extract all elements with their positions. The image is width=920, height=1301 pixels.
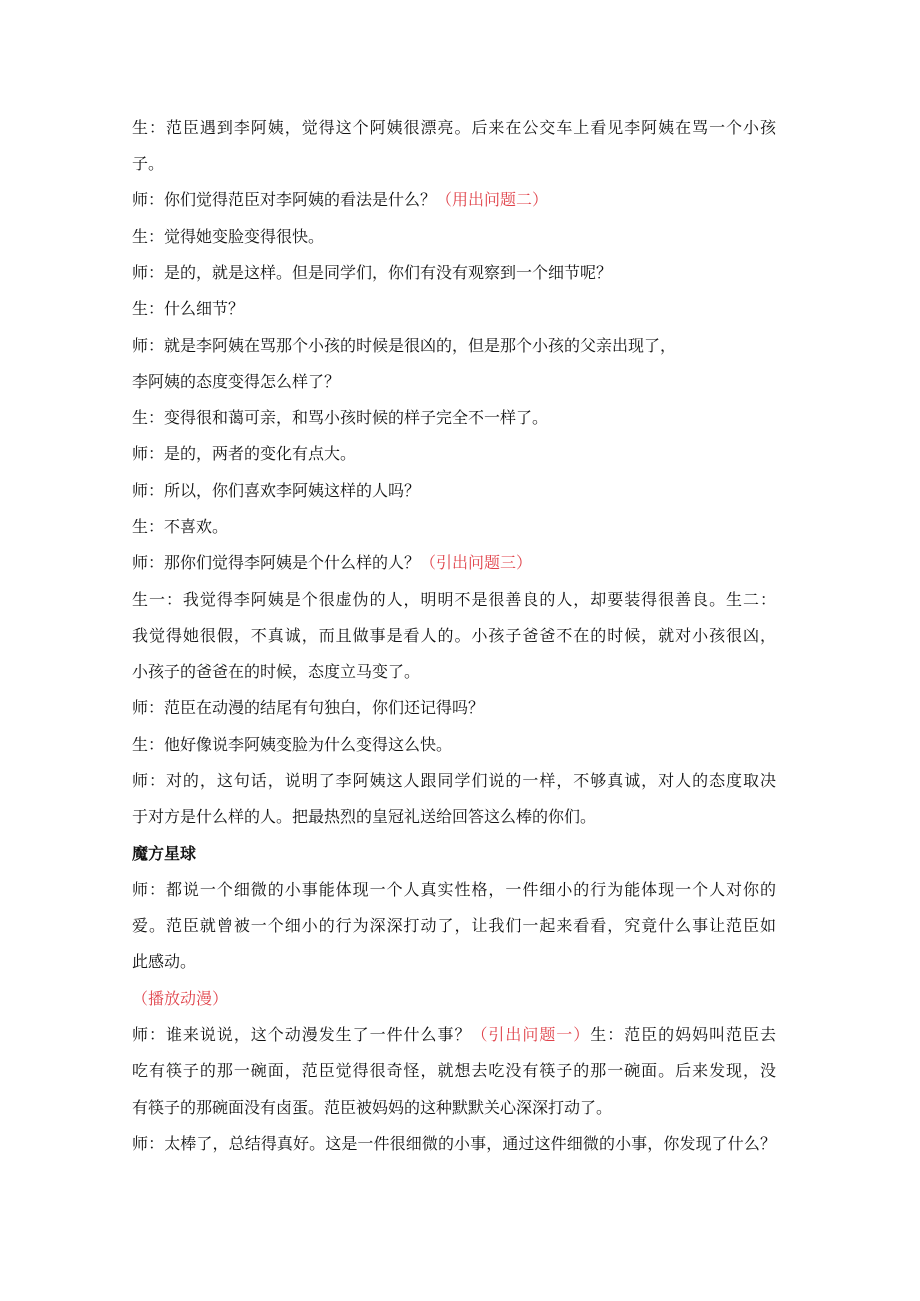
text-line — [132, 1097, 612, 1119]
line-text: 师：范臣在动漫的结尾有句独白，你们还记得吗？ — [132, 698, 485, 717]
text-line — [132, 806, 596, 828]
text-line — [132, 189, 548, 211]
text-line — [132, 661, 420, 683]
line-text: 师：对的，这句话，说明了李阿姨这人跟同学们说的一样，不够真诚，对人的态度取决 — [132, 771, 776, 790]
text-line — [132, 153, 164, 175]
text-line — [132, 1024, 776, 1046]
stage-direction: （引出问题三） — [420, 553, 533, 572]
text-line — [132, 371, 340, 393]
text-line — [132, 734, 452, 756]
line-text-continued: 生：范臣的妈妈叫范臣去 — [590, 1025, 776, 1044]
line-text: 师：就是李阿姨在骂那个小孩的时候是很凶的，但是那个小孩的父亲出现了， — [132, 336, 677, 355]
line-text: 有筷子的那碗面没有卤蛋。范臣被妈妈的这种默默关心深深打动了。 — [132, 1098, 613, 1117]
line-text: 师：都说一个细微的小事能体现一个人真实性格，一件细小的行为能体现一个人对你的 — [132, 880, 776, 899]
line-text: 吃有筷子的那一碗面，范臣觉得很奇怪，就想去吃没有筷子的那一碗面。后来发现，没 — [132, 1061, 776, 1080]
text-line — [132, 335, 676, 357]
text-line — [132, 915, 776, 937]
line-text: 生：觉得她变脸变得很快。 — [132, 227, 325, 246]
text-line — [132, 407, 548, 429]
line-text: 生一：我觉得李阿姨是个很虚伪的人，明明不是很善良的人，却要装得很善良。生二： — [132, 590, 776, 609]
text-line — [132, 697, 484, 719]
text-line — [132, 117, 776, 139]
line-text: 师：是的，就是这样。但是同学们，你们有没有观察到一个细节呢？ — [132, 263, 613, 282]
line-text: 师：太棒了，总结得真好。这是一件很细微的小事，通过这件细微的小事，你发现了什么？ — [132, 1134, 776, 1153]
text-line — [132, 226, 324, 248]
line-text: 生：范臣遇到李阿姨，觉得这个阿姨很漂亮。后来在公交车上看见李阿姨在骂一个小孩 — [132, 118, 776, 137]
line-text: 师：那你们觉得李阿姨是个什么样的人？ — [132, 553, 421, 572]
line-text: 我觉得她很假，不真诚，而且做事是看人的。小孩子爸爸不在的时候，就对小孩很凶， — [132, 626, 776, 645]
line-text: 子。 — [132, 154, 165, 173]
line-text: 生：变得很和蔼可亲，和骂小孩时候的样子完全不一样了。 — [132, 408, 549, 427]
text-line — [132, 879, 776, 901]
line-text: 生：不喜欢。 — [132, 517, 229, 536]
line-text: 师：是的，两者的变化有点大。 — [132, 444, 357, 463]
line-text: 师：你们觉得范臣对李阿姨的看法是什么？ — [132, 190, 437, 209]
text-line — [132, 1060, 776, 1082]
text-line — [132, 443, 356, 465]
stage-direction: （播放动漫） — [132, 989, 229, 1008]
text-line — [132, 625, 776, 647]
line-text: 爱。范臣就曾被一个细小的行为深深打动了，让我们一起来看看，究竟什么事让范臣如 — [132, 916, 776, 935]
stage-direction: （引出问题一） — [471, 1025, 591, 1044]
line-text: 师：所以，你们喜欢李阿姨这样的人吗？ — [132, 481, 421, 500]
text-line — [132, 480, 420, 502]
line-text: 李阿姨的态度变得怎么样了？ — [132, 372, 341, 391]
text-line — [132, 770, 776, 792]
text-line — [132, 1133, 776, 1155]
text-line — [132, 262, 612, 284]
text-line — [132, 951, 196, 973]
text-line — [132, 589, 776, 611]
text-line — [132, 552, 532, 574]
line-text: 生：他好像说李阿姨变脸为什么变得这么快。 — [132, 735, 453, 754]
line-text: 师：谁来说说，这个动漫发生了一件什么事？ — [132, 1025, 472, 1044]
stage-direction: （用出问题二） — [436, 190, 549, 209]
line-text: 生：什么细节？ — [132, 299, 245, 318]
line-text: 小孩子的爸爸在的时候，态度立马变了。 — [132, 662, 421, 681]
text-line — [132, 298, 244, 320]
text-line — [132, 988, 228, 1010]
line-text: 于对方是什么样的人。把最热烈的皇冠礼送给回答这么棒的你们。 — [132, 807, 597, 826]
line-text: 此感动。 — [132, 952, 197, 971]
text-line — [132, 516, 228, 538]
section-heading — [132, 843, 196, 865]
line-text: 魔方星球 — [132, 844, 197, 863]
